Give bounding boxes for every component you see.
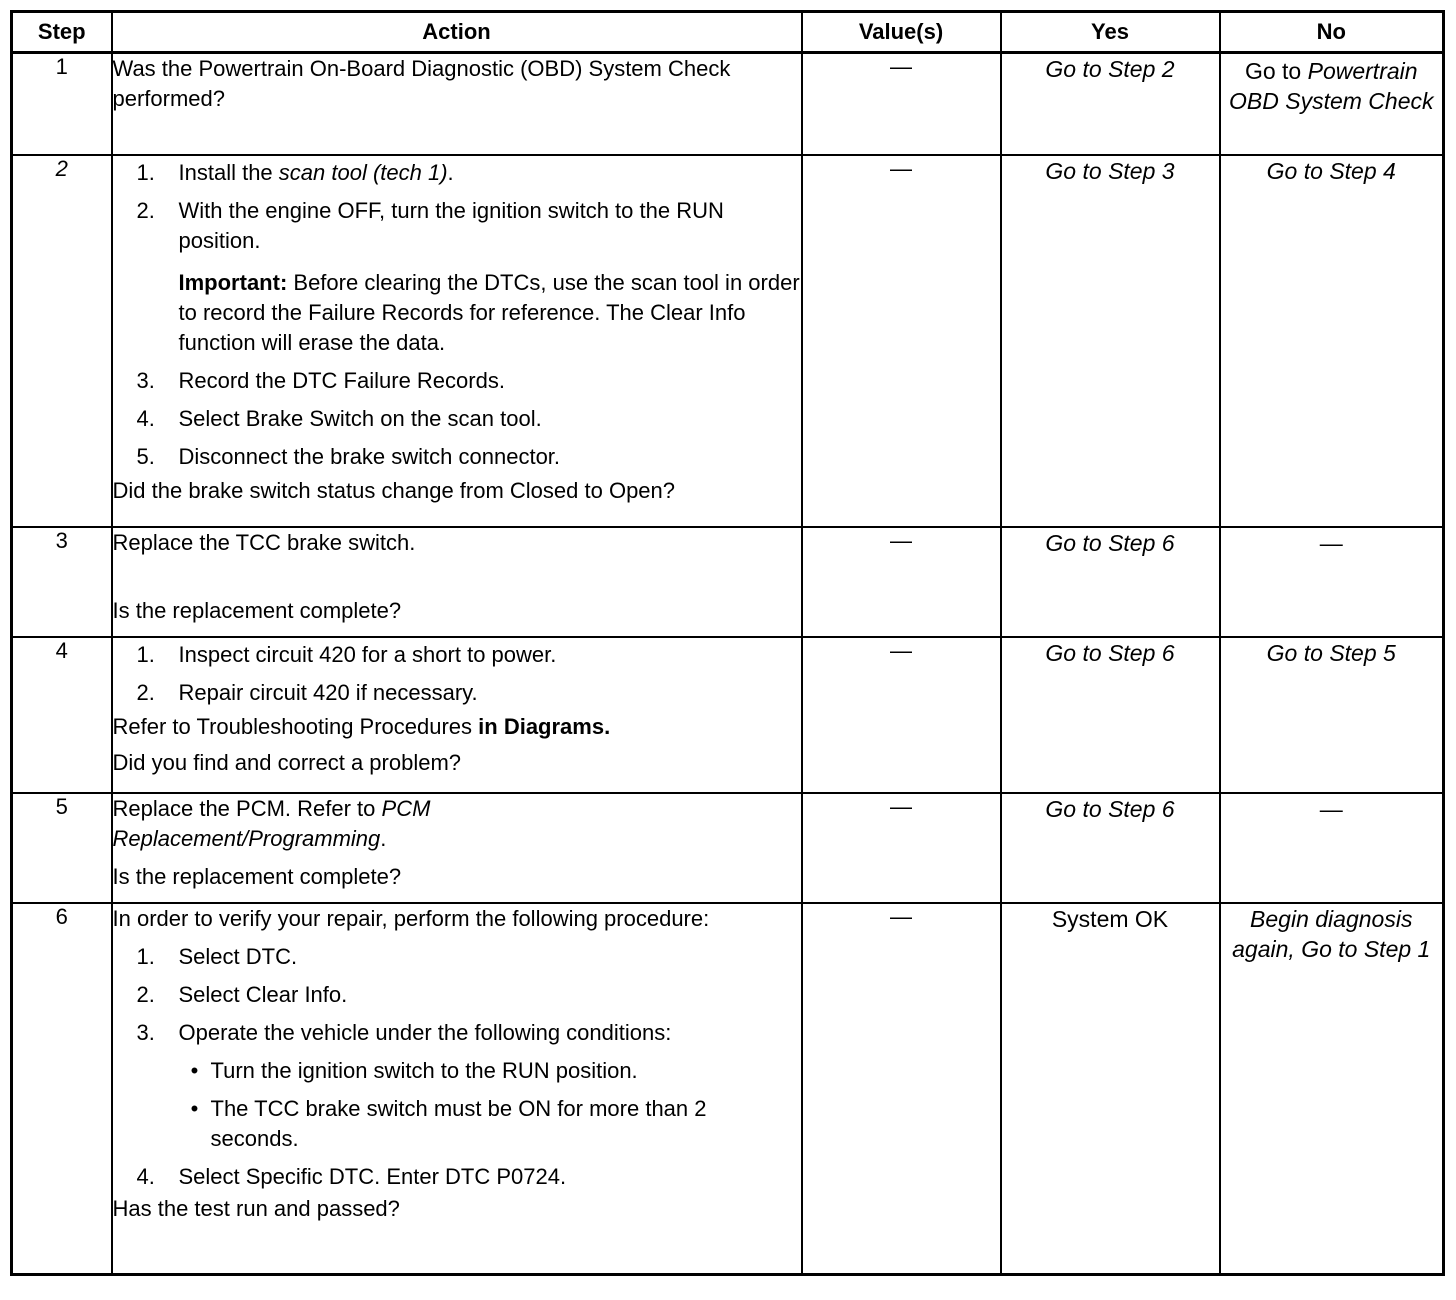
step-number: 4 [12,637,112,793]
bullet-item: • Turn the ignition switch to the RUN position. [179,1056,801,1086]
list-item: 2. Repair circuit 420 if necessary. [136,679,478,705]
step-number: 6 [12,903,112,1275]
yes-cell: System OK [1001,903,1220,1275]
value-cell: — [802,637,1001,793]
header-action: Action [112,12,802,53]
action-cell [112,793,802,903]
step-number: 3 [12,527,112,637]
header-step: Step [12,12,112,53]
list-item: 3. Record the DTC Failure Records. [136,367,505,393]
table-row [12,903,1444,1275]
no-cell: Begin diagnosis again, Go to Step 1 [1220,903,1444,1275]
list-item: 3. Operate the vehicle under the following conditions: [136,1019,672,1045]
step-number: 5 [12,793,112,903]
action-question: Did you find and correct a problem? [112,749,462,775]
action-question: Is the replacement complete? [112,597,402,623]
step-number: 2 [12,155,112,527]
action-reference: Refer to Troubleshooting Procedures in Diagrams. [112,713,611,739]
value-cell: — [802,155,1001,527]
action-cell [112,637,802,793]
value-cell: — [802,903,1001,1275]
bullet-icon: • [190,1057,199,1083]
no-prefix: Go to [1244,58,1302,84]
important-note: Important: Before clearing the DTCs, use the scan tool in order to record the Failure Records for reference. The Clear Info function will erase the data. [178,269,800,355]
bullet-item: • The TCC brake switch must be ON for more than 2 seconds. [179,1094,801,1154]
yes-cell: Go to Step 2 [1001,53,1220,155]
step-number: 1 [12,53,112,155]
yes-cell: Go to Step 6 [1001,637,1220,793]
action-cell [112,155,802,527]
list-item: 1. Inspect circuit 420 for a short to power. [136,641,557,667]
action-question: Was the Powertrain On-Board Diagnostic (OBD) System Check performed? [112,56,731,111]
yes-cell: Go to Step 6 [1001,527,1220,637]
action-text: Replace the TCC brake switch. [112,529,416,555]
table-row [12,155,1444,527]
yes-cell: Go to Step 6 [1001,793,1220,903]
no-link: Powertrain OBD System Check [1229,58,1434,114]
header-yes: Yes [1001,12,1220,53]
action-cell [112,903,802,1275]
value-cell: — [802,793,1001,903]
list-item: 2. Select Clear Info. [136,981,348,1007]
yes-cell: Go to Step 3 [1001,155,1220,527]
action-cell [112,53,802,155]
header-row [12,12,1444,53]
value-cell: — [802,53,1001,155]
list-item: 5. Disconnect the brake switch connector. [136,443,561,469]
table-row [12,637,1444,793]
list-item: 1. Install the scan tool (tech 1). [136,159,454,185]
table-row [12,793,1444,903]
action-cell [112,527,802,637]
value-cell: — [802,527,1001,637]
table-row [12,527,1444,637]
header-no: No [1220,12,1444,53]
diagnostic-table [10,10,1445,1276]
list-item: 1. Select DTC. [136,943,298,969]
bullet-icon: • [190,1095,199,1121]
table-row [12,53,1444,155]
list-item: 2. With the engine OFF, turn the ignition switch to the RUN position. [136,197,724,253]
list-item: 4. Select Brake Switch on the scan tool. [136,405,542,431]
no-cell: — [1220,793,1444,903]
no-cell: Go to Step 4 [1220,155,1444,527]
no-cell: — [1220,527,1444,637]
action-question: Did the brake switch status change from Closed to Open? [112,477,676,503]
action-intro: In order to verify your repair, perform the following procedure: [112,905,710,931]
no-cell: Go to Step 5 [1220,637,1444,793]
list-item: 4. Select Specific DTC. Enter DTC P0724. [136,1163,567,1189]
action-text: Replace the PCM. Refer to PCM Replacement/Programming. [112,795,431,851]
header-values: Value(s) [802,12,1001,53]
no-cell [1220,53,1444,155]
action-question: Is the replacement complete? [112,863,402,889]
action-question: Has the test run and passed? [112,1195,400,1221]
